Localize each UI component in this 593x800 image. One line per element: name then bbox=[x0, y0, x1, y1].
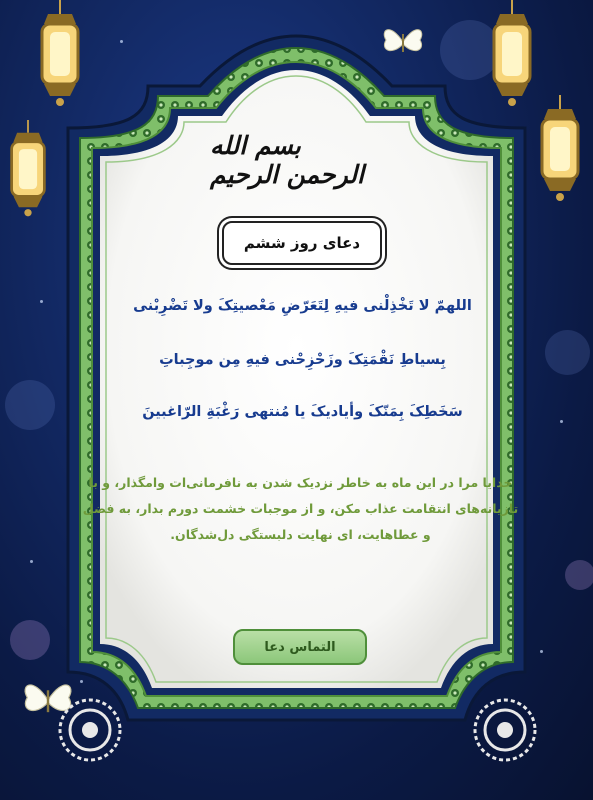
medallion-icon bbox=[55, 695, 125, 765]
arabic-line: اللهمّ لا تَخْذِلْنی فیهِ لِتَعَرّضِ مَعْصیتِکَ ولا تَضْرِبْنی bbox=[133, 298, 472, 314]
bismillah-calligraphy: بسم الله الرحمن الرحیم bbox=[210, 131, 364, 189]
lantern-icon bbox=[482, 0, 542, 110]
arabic-line: بِسیاطِ نَقْمَتِکَ وزَحْزِحْنی فیهِ مِن موجِباتِ bbox=[159, 352, 446, 368]
lantern-icon bbox=[530, 95, 590, 205]
persian-translation: خدایا مرا در این ماه به خاطر نزدیک شدن به نافرمانی‌ات وامگذار، و با تازیانه‌های انتقامت عذاب مکن، و از موجبات خشمت دورم بدار، به فضل و عطاهایت، ای نهایت دلبستگی دل‌شدگان. bbox=[82, 475, 519, 542]
arabic-line: سَخَطِکَ بِمَنّکَ وأیادیکَ یا مُنتهی رَغْبَةِ الرّاغبینَ bbox=[142, 404, 463, 420]
lantern-icon bbox=[0, 120, 56, 220]
page-title: دعای روز ششم bbox=[222, 221, 382, 265]
closing-button: التماس دعا bbox=[233, 629, 367, 665]
lantern-icon bbox=[30, 0, 90, 110]
medallion-icon bbox=[470, 695, 540, 765]
butterfly-icon bbox=[380, 22, 426, 62]
